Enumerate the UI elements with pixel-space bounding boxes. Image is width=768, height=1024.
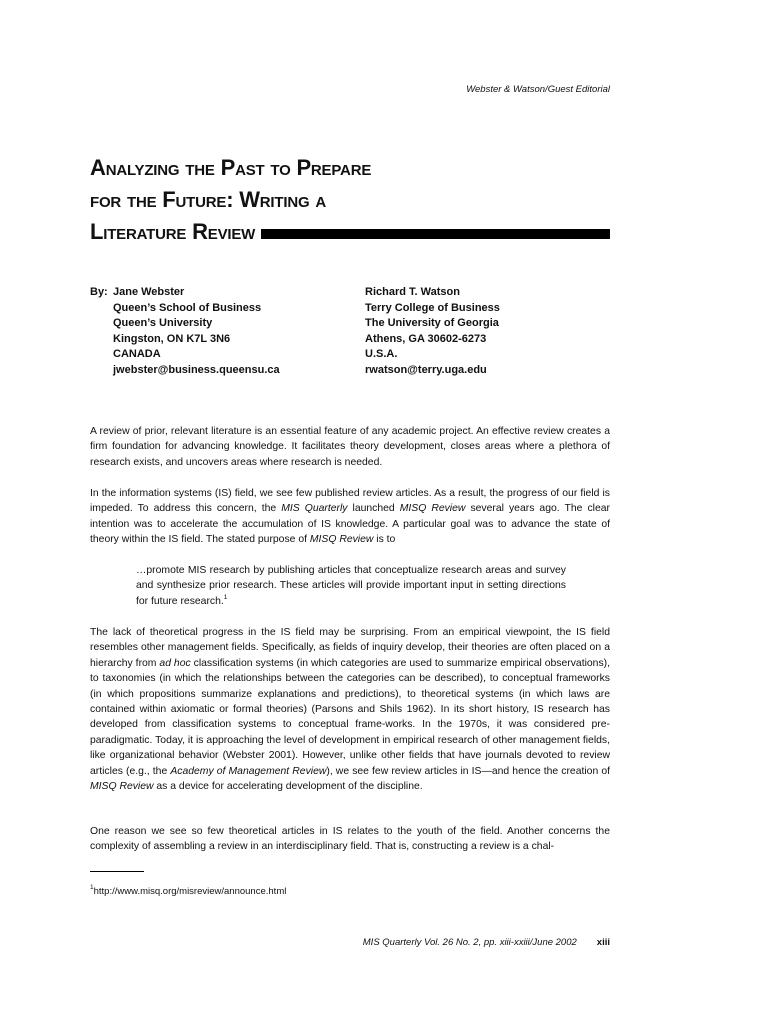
running-head: Webster & Watson/Guest Editorial (466, 84, 610, 95)
author-watson (365, 285, 500, 379)
article-title (90, 152, 610, 248)
author-email: rwatson@terry.uga.edu (365, 363, 487, 376)
paragraph-3-text-c: ), we see few review articles in IS—and hence the creation of (326, 765, 610, 777)
author-city: Kingston, ON K7L 3N6 (113, 332, 231, 345)
paragraph-1 (90, 424, 610, 470)
page-footer (90, 937, 610, 948)
paragraph-1-text: A review of prior, relevant literature is an essential feature of any academic project. An effective review creates a firm foundation for advancing knowledge. It facilitates theory development, closes areas where a plethora of research exists, and uncovers areas where research is needed. (90, 426, 610, 468)
journal-name-mis-quarterly: MIS Quarterly (281, 503, 348, 515)
author-university: The University of Georgia (365, 317, 499, 330)
author-university: Queen’s University (113, 317, 213, 330)
author-name: Jane Webster (113, 286, 185, 298)
journal-name-misq-review: MISQ Review (90, 781, 154, 793)
author-city: Athens, GA 30602-6273 (365, 332, 487, 345)
paragraph-4 (90, 824, 610, 855)
footnote (90, 886, 286, 897)
author-email: jwebster@business.queensu.ca (113, 363, 280, 376)
footnote-url: http://www.misq.org/misreview/announce.html (93, 886, 287, 897)
journal-name-amr: Academy of Management Review (170, 765, 327, 777)
page-number: xiii (596, 937, 610, 948)
quote-text: …promote MIS research by publishing articles that conceptualize research areas and survey and synthesize prior research. These articles will provide important input in setting directions for future research. (136, 565, 566, 607)
paragraph-3-text-a: The lack of theoretical progress in the IS field may be surprising. From an empirical viewpoint, the IS field resembles other management fields. Specifically, as fields of inquiry develop, their theories are often placed on a hierarchy from (90, 627, 610, 669)
paragraph-3-text-b: classification systems (in which categories are used to summarize empirical observations), to taxonomies (in which the relationships between the categories can be described), to conceptual frameworks (in which propositions summarize explanations and predictions), to theoretical systems (in which laws are contained within axiomatic or formal theories) (Parsons and Shils 1962). In its short history, IS research has developed from classification systems to conceptual frame-works. In the 1970s, it was considered pre-paradigmatic. Today, it is approaching the level of development in empirical research of other management fields, like organizational behavior (Webster 2001). However, unlike other fields that have journals devoted to review articles (e.g., the (90, 657, 611, 777)
title-line-2: for the Future: Writing a (90, 187, 326, 212)
author-department: Queen’s School of Business (113, 301, 262, 314)
journal-name-misq-review: MISQ Review (309, 534, 374, 546)
paragraph-2-text-c: several years ago. The clear intention was to accelerate the accumulation of IS knowledge. A particular goal was to advance the state of theory within the IS field. The stated purpose of (90, 503, 610, 546)
journal-name-misq-review: MISQ Review (399, 503, 466, 515)
paragraph-2-text-d: is to (373, 534, 396, 546)
title-line-1: Analyzing the Past to Prepare (90, 155, 372, 180)
title-rule-bar (261, 229, 610, 239)
author-name: Richard T. Watson (365, 286, 460, 298)
term-ad-hoc: ad hoc (159, 657, 191, 669)
title-line-3-row (90, 216, 610, 248)
block-quote (136, 563, 566, 609)
author-country: CANADA (113, 348, 161, 361)
author-department: Terry College of Business (365, 301, 500, 314)
paragraph-2-text-b: launched (347, 503, 400, 515)
title-line-3: Literature Review (90, 219, 256, 244)
footnote-rule (90, 871, 144, 872)
author-country: U.S.A. (365, 348, 398, 361)
paragraph-3-text-d: as a device for accelerating development of the discipline. (153, 781, 423, 793)
by-label: By: (90, 286, 108, 298)
author-webster (90, 285, 280, 379)
paragraph-2 (90, 486, 610, 548)
paragraph-4-text: One reason we see so few theoretical articles in IS relates to the youth of the field. Another concerns the complexity of assembling a review in an interdisciplinary field. That is, constructing a review is a chal- (90, 826, 610, 853)
footnote-number: 1 (90, 884, 94, 891)
footer-citation: MIS Quarterly Vol. 26 No. 2, pp. xiii-xxiii/June 2002 (362, 937, 577, 948)
footnote-ref-1: 1 (223, 593, 228, 601)
paragraph-2-text-a: In the information systems (IS) field, we see few published review articles. As a result, the progress of our field is impeded. To address this concern, the (90, 488, 610, 515)
paragraph-3 (90, 625, 610, 794)
